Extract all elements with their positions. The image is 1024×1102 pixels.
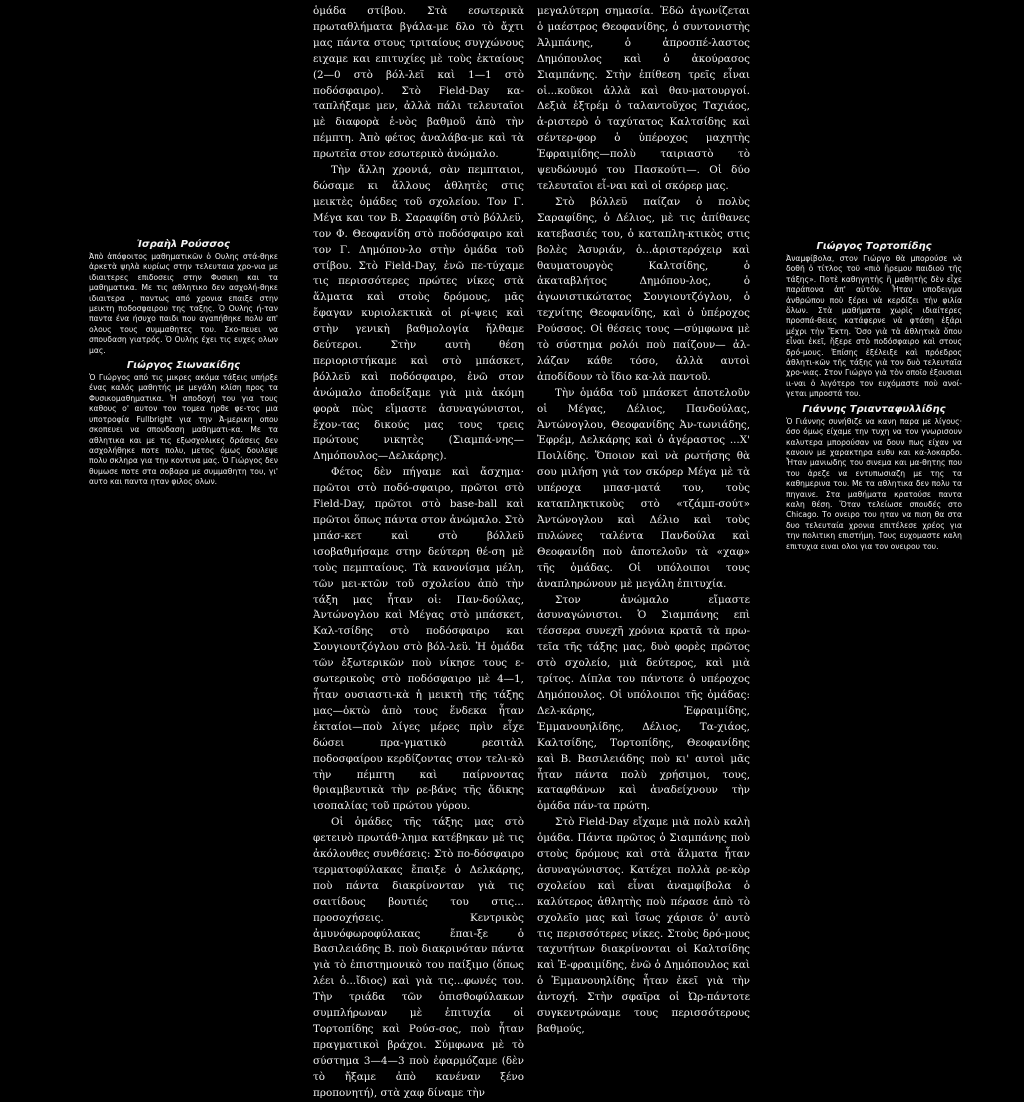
article-paragraph: μεγαλύτερη σημασία. Ἐδῶ ἀγωνίζεται ὁ μαέστρος Θεοφανίδης, ὁ συντονιστὴς Ἀλμπάνης, ὁ ἀπροσπέ-λαστος Δημόπουλος καὶ ὁ ἀκούρασος Σιαμπάνης. Στὴν ἐπίθεση τρεῖς εἶναι οἱ...κοῦκοι ἀλλὰ καὶ θαυ-ματουργοί. Δεξιὰ ἐξτρέμ ὁ ταλαντοῦχος Ταχιάος, ἀ-ριστερὸ ὁ ταχύτατος Καλτσίδης καὶ σέντερ-φορ ὁ ὑπέροχος μαχητὴς Ἐφραιμίδης—πολὺ ταιριαστὸ τὸ ψευδώνυμό του Πασκούτι—. Οἱ δύο τελευταῖοι εἶ-ναι καὶ οἱ σκόρερ μας. [537, 5, 750, 192]
profile-name: Γιάννης Τριανταφυλλίδης [802, 403, 946, 415]
profile-name: Γιώργος Σιωνακίδης [126, 360, 241, 372]
profile-section [89, 239, 278, 356]
profile-section [786, 241, 962, 400]
profile-section [786, 404, 962, 552]
profile-name: Γιώργος Τορτοπίδης [816, 241, 932, 252]
article-paragraph: Στον ἀνώμαλο εἴμαστε ἀσυναγώνιστοι. Ὁ Σιαμπάνης επὶ τέσσερα συνεχῆ χρόνια κρατᾶ τὰ πρω-τεῖα τῆς τάξης μας, δυὸ φορὲς πρῶτος στὸ σχολείο, μιὰ δεύτερος, καὶ μιὰ τρίτος. Δίπλα του πάντοτε ὁ υπέροχος Δημόπουλος. Οἱ υπόλοιποι τῆς ὁμάδας: Δελ-κάρης, Ἐφραιμίδης, Ἐμμανουηλίδης, Δέλιος, Τα-χιάος, Καλτσίδης, Τορτοπίδης, Θεοφανίδης καὶ Β. Βασιλειάδης ποὺ κι' αυτοὶ μᾶς ἦταν πάντα πολὺ χρήσιμοι, τους, καταφθάνων καὶ ἀναδείχνουν τὴν ὁμάδα πάν-τα πρώτη. [537, 593, 750, 813]
profile-section [89, 360, 278, 487]
article-paragraph: Φέτος δὲν πήγαμε καὶ ἄσχημα· πρῶτοι στὸ ποδό-σφαιρο, πρῶτοι στὸ Field-Day, πρῶτοι στὸ base-ball καὶ πρῶτοι ὅπως πάντα στον ἀνώμαλο. Στὸ μπάσ-κετ καὶ στὸ βόλλεϋ ισοβαθμήσαμε στην δεύτερη θέ-ση μὲ τοὺς πεμπταίους. Τὰ κανονίσμα μέλη, τῶν μει-κτῶν τοῦ σχολείου ἀπὸ τὴν τάξη μας ἦταν οἱ: Παν-δούλας, Ἀντώνογλου καὶ Μέγας στὸ μπάσκετ, Καλ-τσίδης στὸ ποδόσφαιρο και Σουγιουτζόγλου στὸ βόλ-λεϋ. Ἡ ὁμάδα τῶν ἐξωτερικῶν ποὺ νίκησε τους ε-σωτερικοὺς στὸ ποδόσφαιρο μὲ 4—1, ἦταν ουσιαστι-κὰ ἡ μεικτὴ τῆς τάξης μας—ὀκτὼ ἀπὸ τους ἕνδεκα ἦταν ἐκταίοι—ποὺ λίγες μέρες πρὶν εἶχε δώσει πρα-γματικὸ ρεσιτὰλ ποδοσφαίρου κερδίζοντας στον τελι-κὸ τὴν πέμπτη καὶ παίρνοντας θριαμβευτικὰ τὴν ρε-βάνς τῆς ἄδικης ισοπαλίας τοῦ πρώτου γύρου. [313, 466, 524, 813]
article-paragraph: Τὴν ὁμάδα τοῦ μπάσκετ ἀποτελοῦν οἱ Μέγας, Δέλιος, Πανδούλας, Ἀντώνογλου, Θεοφανίδης Ἀν-τωνιάδης, Ἐφρέμ, Δελκάρης καὶ ὁ ἀγέραστος ...Χ' Ποιλίδης. Ὅποιον καὶ νὰ ρωτήσης θὰ σου μιλήση γιὰ τον σκόρερ Μέγα μὲ τὰ υπέροχα μπασ-ματά του, τοὺς καταπληκτικοὺς στὸ «τζάμπ-σούτ» Ἀντώνογλου καὶ Δέλιο καὶ τοὺς πυλώνες ταλέντα Πανδούλα καὶ Θεοφανίδη ποὺ ἀποτελοῦν τὰ «χαφ» τῆς ὁμάδας. Οἱ υπόλοιποι τους ἀναπληρώνουν μὲ μεγάλη ἐπιτυχία. [537, 386, 750, 590]
article-paragraph: Οἱ ὁμάδες τῆς τάξης μας στὸ φετεινὸ πρωτάθ-λημα κατέβηκαν μὲ τις ἀκόλουθες συνθέσεις: Στὸ πο-δόσφαιρο τερματοφύλακας ἔπαιξε ὁ Δελκάρης, ποὺ πάντα διακρίνονταν γιὰ τις σαιτίδους βουτιές του στις... προσοχήσεις. Κεντρικὸς ἀμυνόφωροφύλακας ἔπαι-ξε ὁ Βασιλειάδης Β. ποὺ διακρινόταν πάντα γιὰ τὸ ἐπιστημονικὸ του παίξιμο (ὅπως λέει ὁ...ἴδιος) καὶ γιὰ τις...φωνές του. Τὴν τριάδα τῶν ὀπισθοφύλακων συμπλήρωναν μὲ ἐπιτυχία οἱ Τορτοπίδης καὶ Ρούσ-σος, ποὺ ἦταν πραγματικοὶ βράχοι. Σύμφωνα μὲ τὸ σύστημα 3—4—3 ποὺ ἐφαρμόζαμε (δὲν τὸ ἤξαμε ἀπὸ κανέναν ξένο προπονητή), στὰ χαφ δίναμε τὴν [313, 816, 524, 1099]
profile-text: Ὁ Γιάννης συνήθιζε να κανη παρα με λίγους· όσο όμως είχαμε την τυχη να τον γνωρισουν καλυτερα μπορούσαν να δουν πως είχαν να κανουν με χαρακτηρα ευθυ και κα-λοκαρδο. Ἦταν μανιωδης του σινεμα και μα-θητης που του ἀρεζε να εντυπωσιαζη με της τα καθημερινα του. Με τα αθλητικα δεν πολυ τα πηγαινε. Στα μαθήματα κρατούσε παντα καλη θέση. Ὅταν τελείωσε σπουδές στο Chicago. Το ονειρο του ηταν να πιση θα στα δυο τελευταία χρονια επιτέλεσε χρέος για την πολιτικη επιστήμη. Τους ευχομαστε καλη επιτυχια ειναι ολοι για τον ονειρου του. [786, 416, 962, 551]
article-paragraph: Στὸ βόλλεϋ παίζαν ὁ πολὺς Σαραφίδης, ὁ Δέλιος, μὲ τις ἀπίθανες κατεβασιές του, ὁ καταπλη-κτικὸς στις βολὲς Ἀσυριάν, ὁ...ἀριστερόχειρ καὶ θαυματουργὸς Καλτσίδης, ὁ ἀκαταβλήτος Δημόπου-λος, ὁ ἀγωνιστικώτατος Σουγιουτζόγλου, ὁ τεχνίτης Θεοφανίδης, καὶ ὁ ὑπέροχος Ρούσσος. Οἱ θέσεις τους —σύμφωνα μὲ τὸ σύστημα ρολόι ποὺ παίζουν— ἀλ-λάζαν κάθε τόσο, ἀλλὰ αυτοὶ ἀποδίδουν τὸ ἴδιο κα-λὰ παντοῦ. [537, 195, 750, 383]
profile-text: Ἀπὸ ἀπόφοιτος μαθηματικῶν ὁ Ουλης στά-θηκε ἀρκετὰ ψηλὰ κυρίως στην τελευταια χρο-νια με ιδιαιτερες επιδοσεις στην Φυσικη και τα μαθηματικα. Με τις αθλητικο δεν ασχολή-θηκε ιδιαιτερα , παντως από χρονια επαιξε στην μεικτη ποδοσφαιρου της ταξης. Ὁ Ουλης ή-ταν παντα ένα ήσυχο παιδι που αγαπήθηκε πολυ απ' ολους τους συμμαθητες του. Σκο-πευει να σπουδαση γιατρός. Ὁ Ουλης έχει τις ευχες ολων μας. [89, 252, 278, 355]
profile-text: Ἀναμφίβολα, στον Γιώργο θὰ μπορούσε νὰ δοθῆ ὁ τίτλος τοῦ «πιὸ ἤρεμου παιδιοῦ τῆς τάξης». Ποτὲ καθηγητὴς ἢ μαθητὴς δὲν εἶχε παράπονα ἀπ' αὐτόν. Ἦταν υποδειγμα ἀνθρώπου ποὺ ξέρει νὰ κερδίζει τὴν φιλία ὅλων. Στὰ μαθήματα χωρὶς ιδιαίτερες προσπά-θειες κατάφερνε νὰ φτάση ἐξάρι μέχρι τὴν Ἕκτη. Ὅσο γιὰ τὰ ἀθλητικὰ ὅπου εἶναι ἐκεῖ, ἤξερε στὸ ποδόσφαιρο καὶ στους δρό-μους. Ἐπίσης ἐξέλειξε καὶ πρόεδρος ἀθλητι-κῶν τῆς τάξης γιὰ τον δυὸ τελευταῖα χρο-νιας. Στον Γιώργο γιὰ τὸν οποῖο ἐξουσιαι ιι-ναι ὁ λιγότερο τον ευχόμαστε ποὺ ανοί-γεται μπροστά του. [786, 254, 962, 399]
article-paragraph: ὁμάδα στίβου. Στὰ εσωτερικὰ πρωταθλήματα βγάλα-με δλο τὸ ἄχτι μας πάντα στους τριταίους συγχώνους ειχαμε και επιτυχίες μὲ τοὺς ἐκταίους (2—0 στὸ βόλ-λεϊ καὶ 1—1 στὸ ποδόσφαιρο). Στὸ Field-Day κα-ταπλήξαμε μεν, ἀλλὰ πάλι τελευταῖοι μὲ διαφορὰ ἑ-νὸς βαθμοῦ ἀπὸ τὴν πέμπτη. Ἀπὸ φέτος ἀναλάβα-με καὶ τὰ πρωτεῖα στον εσωτερικὸ ἀνώμαλο. [313, 5, 524, 161]
profile-text: Ὁ Γιώργος από τις μικρες ακόμα τάξεις υπήρξε ένας καλός μαθητής με μεγάλη κλίση προς τα Φυσικομαθηματικα. Ἡ αποδοχή του για τους καθους ο' αυτον τον τομεα ηρθε φε-τος μια υποτροφία Fullbright για την Ἀ-μερικη οπου σκοπευει να σπουδαση μαθηματι-κα. Με τα αθλητικα και με τις εξωσχολικες δράσεις δεν ασχολήθηκε ποτε πολυ, μετος όμως δουλεψε πολυ σκληρα για την κοντινα μας. Ὁ Γιώργος δεν θυμωσε ποτε στα σοβαρα με συμμαθητη του, γι' αυτο και παντα ηταν φιλος ολων. [89, 373, 279, 487]
middle-column [313, 4, 524, 1102]
article-paragraph: Τὴν ἄλλη χρονιά, σὰν πεμπταιοι, δώσαμε κι ἄλλους ἀθλητὲς στις μεικτὲς ὁμάδες τοῦ σχολείου. Τον Γ. Μέγα και τον Β. Σαραφίδη στὸ βόλλεϋ, τον Φ. Θεοφανίδη στὸ ποδόσφαιρο καὶ τον Γ. Δημόπου-λο στὴν ὁμάδα τοῦ στίβου. Στὸ Field-Day, ἐνῶ πε-τύχαμε τις περισσότερες πρώτες νίκες στὰ ἅλματα καὶ στοὺς δρόμους, μᾶς ἔφαγαν κυριολεκτικὰ οἱ ρί-ψεις καὶ στὴν γενικὴ βαθμολογία ἤλθαμε δεύτεροι. Στὴν αυτὴ θέση περιοριστήκαμε καὶ στὸ μπάσκετ, βόλλεϋ καὶ ποδόσφαιρο, ἐνῶ στον ἀνώμαλο ἀποδείξαμε γιὰ μιὰ ἀκόμη φορὰ πὼς εἴμαστε ἀσυναγώνιστοι, ἔχον-τας δικούς μας τους τρεις πρώτους νικητὲς (Σιαμπά-νης—Δημόπουλος—Δελκάρης). [313, 164, 524, 463]
profile-name: Ἰσραὴλ Ρούσσος [137, 239, 230, 250]
left-column [89, 239, 278, 492]
right-main-column [537, 4, 750, 1038]
article-paragraph: Στὸ Field-Day εἴχαμε μιὰ πολὺ καλὴ ὁμάδα. Πάντα πρῶτος ὁ Σιαμπάνης ποὺ στοὺς δρόμους καὶ στὰ ἅλματα ἦταν ἀσυναγώνιστος. Κατέχει πολλὰ ρε-κὸρ σχολείου καὶ εἶναι ἀναμφίβολα ὁ καλύτερος ἀθλητὴς ποὺ πέρασε ἀπὸ τὸ σχολεῖο μας καὶ ἴσως χάρισε ὁ' αυτὸ τις περισσότερες νίκες. Στοὺς δρό-μους ταχυτήτων διακρίνονται οἱ Καλτσίδης καὶ Ἐ-φραιμίδης, ἐνῶ ὁ Δημόπουλος καὶ ὁ Ἐμμανουηλίδης ἦταν ἐκεῖ γιὰ τὴν ἀντοχή. Στὴν σφαῖρα οἱ Ὠρ-πάντοτε συγκεντρώναμε τους περισσότερους βαθμούς, [537, 816, 750, 1035]
far-right-column [786, 241, 962, 556]
